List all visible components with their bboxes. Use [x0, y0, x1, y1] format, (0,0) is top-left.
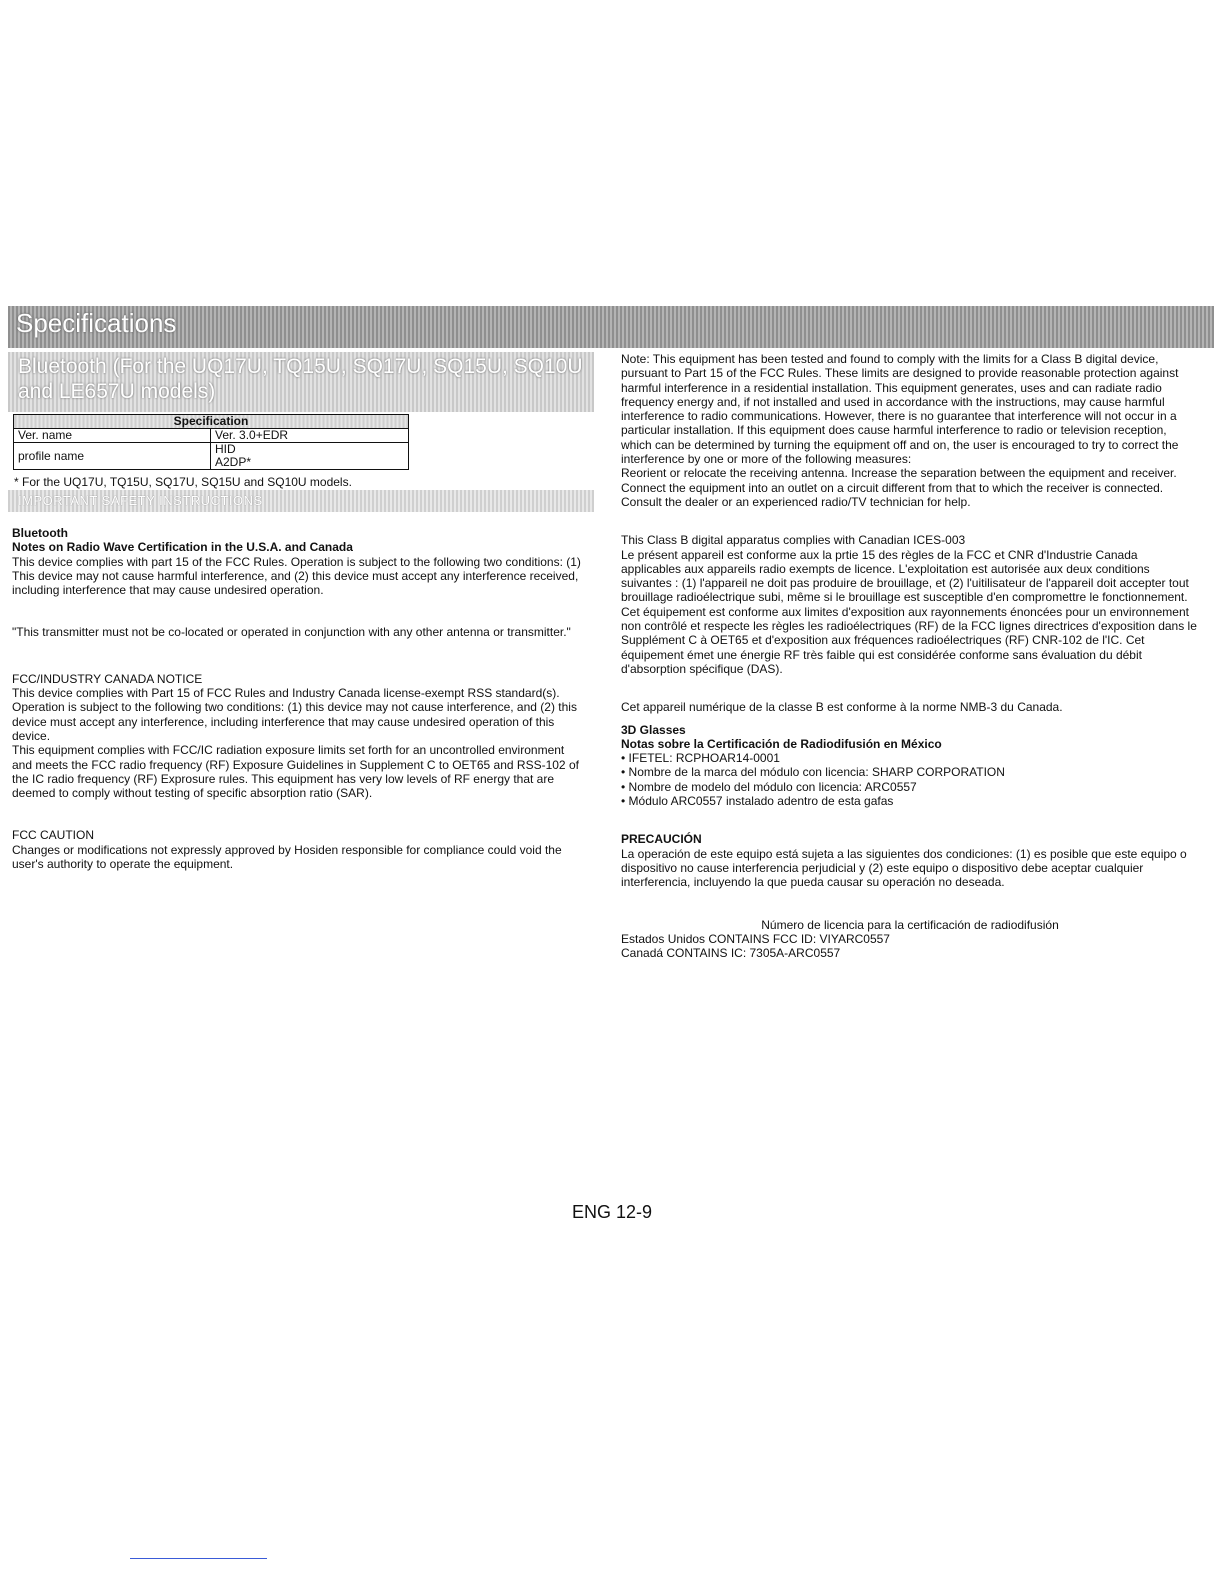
table-footnote: * For the UQ17U, TQ15U, SQ17U, SQ15U and SQ10U models.	[14, 475, 352, 489]
ic-notice-text: This device complies with Part 15 of FCC Rules and Industry Canada license-exempt RSS standard(s). Operation is subject to the following two conditions: (1) this device may not cause interference, and (2) this device must accept any interference, including interference that may cause undesired operation of this device.	[12, 686, 577, 743]
list-item: • Módulo ARC0557 instalado adentro de esta gafas	[621, 794, 1199, 808]
license-us: Estados Unidos CONTAINS FCC ID: VIYARC0557	[621, 931, 890, 946]
left-column	[12, 526, 584, 871]
safety-heading: IMPORTANT SAFETY INSTRUCTIONS	[18, 493, 263, 508]
french-notice-text: Le présent appareil est conforme aux la prtie 15 des règles de la FCC et CNR d'Industrie Canada applicables aux appareils radio exempts de licence. L'exploitation est autorisée aux deux conditions suivantes : (1) l'appareil ne doit pas produire de brouillage, et (2) l'uitilisateur de l'appareil doit accepter tout brouillage radioélectrique subi, même si le brouillage est susceptible d'en compromettre le fonctionnement.	[621, 547, 1189, 605]
radio-cert-heading: Notes on Radio Wave Certification in the U.S.A. and Canada	[12, 540, 353, 555]
precaucion-heading: PRECAUCIÓN	[621, 832, 702, 847]
transmitter-text: "This transmitter must not be co-located or operated in conjunction with any other antenna or transmitter."	[12, 625, 571, 640]
list-item: • IFETEL: RCPHOAR14-0001	[621, 751, 1199, 765]
spec-label: Ver. name	[14, 429, 211, 443]
spec-table-header: Specification	[14, 415, 409, 429]
mexico-heading: Notas sobre la Certificación de Radiodifusión en México	[621, 736, 942, 751]
ic-notice-heading: FCC/INDUSTRY CANADA NOTICE	[12, 671, 203, 686]
french-exposure-text: Cet équipement est conforme aux limites d'exposition aux rayonnements énoncées pour un environnement non contrôlé et respecte les règles les radioélectriques (RF) de la FCC lignes directrices d'exposition dans le Supplément C à OET65 et d'exposition aux fréquences radioélectriques (RF) CNR-102 de l'IC. Cet équipement émet une énergie RF très faible qui est considérée conforme sans évaluation du débit d'absorption spécifique (DAS).	[621, 604, 1197, 676]
spec-table	[13, 414, 409, 470]
list-item: • Nombre de la marca del módulo con licencia: SHARP CORPORATION	[621, 765, 1199, 779]
bluetooth-heading: Bluetooth	[12, 526, 68, 540]
table-row	[14, 443, 409, 470]
bottom-rule	[130, 1558, 267, 1559]
license-ca: Canadá CONTAINS IC: 7305A-ARC0557	[621, 946, 841, 961]
reorient-text: Reorient or relocate the receiving antenna. Increase the separation between the equipment and receiver. Connect the equipment into an outlet on a circuit different from that to which the receiver is connected. Consult the dealer or an experienced radio/TV technician for help.	[621, 466, 1177, 509]
spec-value-line: HID	[215, 442, 236, 456]
title-banner	[8, 306, 1214, 348]
license-heading: Número de licencia para la certificación de radiodifusión	[761, 917, 1059, 932]
page-number: ENG 12-9	[571, 1202, 653, 1222]
spec-value-line: A2DP*	[215, 455, 252, 469]
mexico-list	[621, 751, 1199, 808]
spec-value: Ver. 3.0+EDR	[211, 429, 409, 443]
fcc-note-text: Note: This equipment has been tested and found to comply with the limits for a Class B digital device, pursuant to Part 15 of the FCC Rules. These limits are designed to provide reasonable protection against harmful interference in a residential installation. This equipment generates, uses and can radiate radio frequency energy and, if not installed and used in accordance with the instructions, may cause harmful interference to radio communications. However, there is no guarantee that interference will not occur in a particular installation. If this equipment does cause harmful interference to radio or television reception, which can be determined by turning the equipment off and on, the user is encouraged to try to correct the interference by one or more of the following measures:	[621, 352, 1179, 467]
exposure-text: This equipment complies with FCC/IC radiation exposure limits set forth for an uncontrolled environment and meets the FCC radio frequency (RF) Exposure Guidelines in Supplement C to OET65 and RSS-102 of the IC radio frequency (RF) Exprosure rules. This equipment has very low levels of RF energy that are deemed to comply without testing of specific absorption ratio (SAR).	[12, 743, 579, 801]
table-row	[14, 429, 409, 443]
spec-value	[211, 443, 409, 470]
spec-label: profile name	[14, 443, 211, 470]
glasses-heading: 3D Glasses	[621, 722, 686, 737]
fcc-caution-heading: FCC CAUTION	[12, 828, 94, 843]
nmb-text: Cet appareil numérique de la classe B est conforme à la norme NMB-3 du Canada.	[621, 700, 1063, 715]
list-item: • Nombre de modelo del módulo con licencia: ARC0557	[621, 780, 1199, 794]
fcc-caution-text: Changes or modifications not expressly approved by Hosiden responsible for compliance could void the user's authority to operate the equipment.	[12, 842, 562, 872]
precaucion-text: La operación de este equipo está sujeta a las siguientes dos condiciones: (1) es posible que este equipo o dispositivo no cause interferencia perjudicial y (2) este equipo o dispositivo debe aceptar cualquier interferencia, incluyendo la que pueda causar su operación no deseada.	[621, 846, 1187, 890]
radio-cert-text: This device complies with part 15 of the FCC Rules. Operation is subject to the following two conditions: (1) This device may not cause harmful interference, and (2) this device must accept any interference received, including interference that may cause undesired operation.	[12, 554, 581, 598]
page-title: Specifications	[16, 308, 177, 338]
section-subheading: Bluetooth (For the UQ17U, TQ15U, SQ17U, SQ15U, SQ10U and LE657U models)	[18, 355, 583, 403]
ices-text: This Class B digital apparatus complies with Canadian ICES-003	[621, 533, 966, 548]
right-column	[621, 352, 1199, 960]
